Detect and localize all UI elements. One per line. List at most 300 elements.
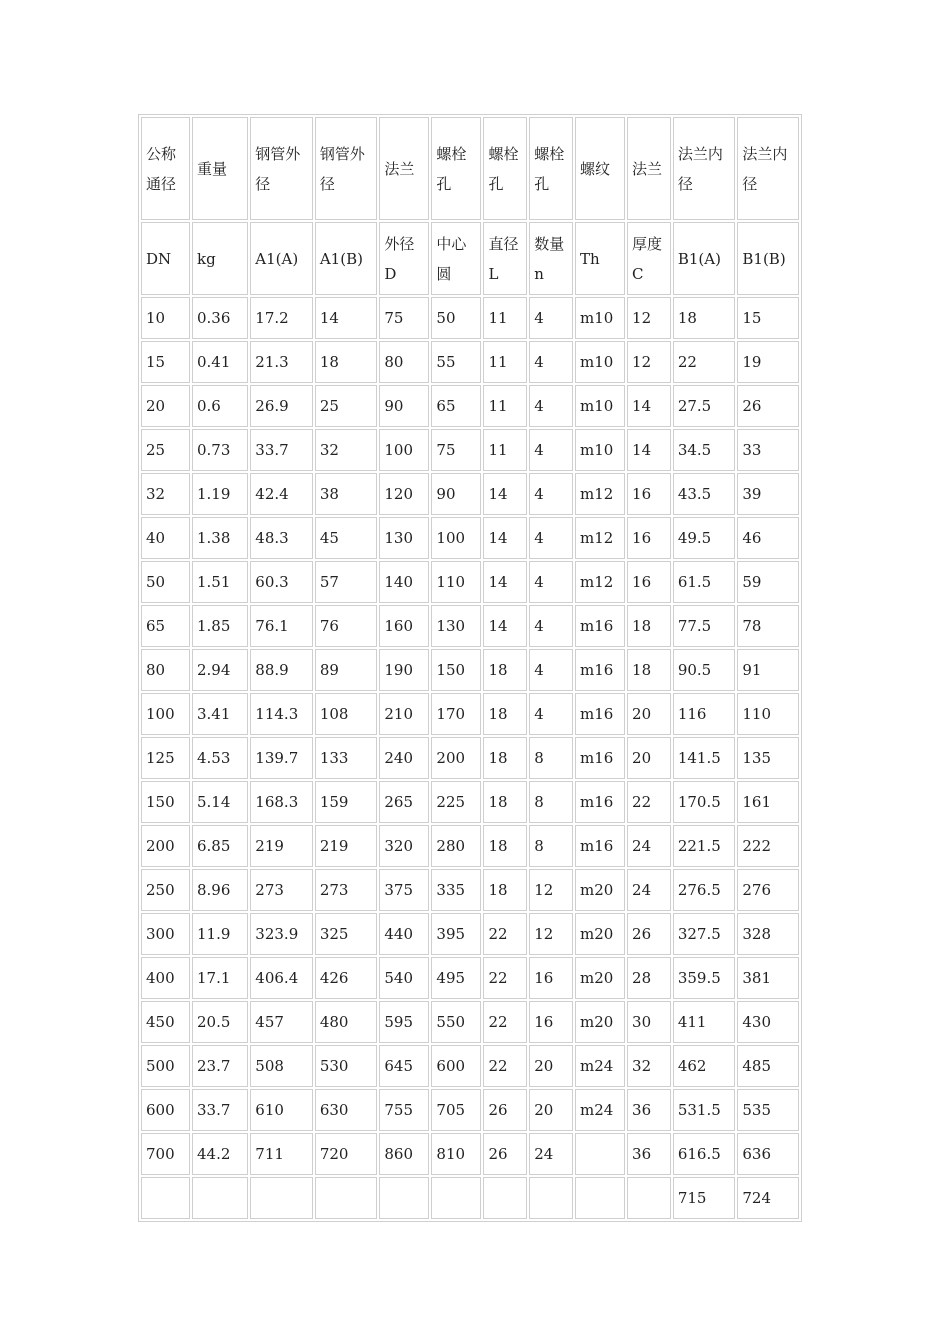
table-cell-weight: 17.1 [192, 957, 248, 999]
table-row [141, 737, 799, 779]
table-cell-flange-thickness: 16 [627, 561, 671, 603]
table-cell-pipe-od-b: 32 [315, 429, 378, 471]
table-row [141, 1177, 799, 1219]
table-cell-flange-id-a: 34.5 [673, 429, 736, 471]
table-cell-thread [575, 1177, 625, 1219]
table-cell-flange-od: 210 [379, 693, 429, 735]
table-row [141, 517, 799, 559]
header-cell-flange-id-b: B1(B) [737, 222, 799, 295]
table-cell-bolt-count: 4 [529, 605, 573, 647]
table-cell-nominal-diameter: 100 [141, 693, 190, 735]
table-row [141, 605, 799, 647]
table-cell-flange-id-b: 381 [737, 957, 799, 999]
flange-spec-table [138, 114, 802, 1222]
table-cell-bolt-circle: 395 [431, 913, 481, 955]
table-cell-weight: 1.19 [192, 473, 248, 515]
table-cell-bolt-hole-diameter: 11 [483, 429, 527, 471]
header-cell-nominal-diameter: DN [141, 222, 190, 295]
table-cell-flange-id-b: 328 [737, 913, 799, 955]
table-cell-bolt-count: 4 [529, 473, 573, 515]
header-cell-flange-id-b: 法兰内径 [737, 117, 799, 220]
table-cell-nominal-diameter: 600 [141, 1089, 190, 1131]
table-cell-nominal-diameter: 200 [141, 825, 190, 867]
table-cell-bolt-count: 12 [529, 913, 573, 955]
table-cell-pipe-od-b: 25 [315, 385, 378, 427]
table-cell-bolt-circle: 170 [431, 693, 481, 735]
header-cell-bolt-circle: 中心圆 [431, 222, 481, 295]
table-cell-bolt-circle: 55 [431, 341, 481, 383]
table-cell-nominal-diameter: 700 [141, 1133, 190, 1175]
table-cell-bolt-circle: 550 [431, 1001, 481, 1043]
table-cell-pipe-od-b [315, 1177, 378, 1219]
table-cell-weight: 6.85 [192, 825, 248, 867]
table-cell-thread: m12 [575, 561, 625, 603]
table-row [141, 1089, 799, 1131]
table-cell-pipe-od-b: 76 [315, 605, 378, 647]
table-cell-thread: m20 [575, 957, 625, 999]
table-cell-flange-id-b: 15 [737, 297, 799, 339]
table-cell-flange-id-a: 141.5 [673, 737, 736, 779]
header-cell-flange-thickness: 法兰 [627, 117, 671, 220]
table-cell-flange-id-b: 78 [737, 605, 799, 647]
table-cell-flange-od: 120 [379, 473, 429, 515]
table-row [141, 649, 799, 691]
table-cell-flange-thickness: 22 [627, 781, 671, 823]
table-cell-bolt-count: 4 [529, 517, 573, 559]
table-cell-bolt-hole-diameter: 18 [483, 825, 527, 867]
table-cell-nominal-diameter: 450 [141, 1001, 190, 1043]
table-cell-flange-id-b: 39 [737, 473, 799, 515]
table-cell-pipe-od-b: 45 [315, 517, 378, 559]
table-row [141, 385, 799, 427]
table-cell-thread: m16 [575, 737, 625, 779]
table-cell-flange-id-b: 59 [737, 561, 799, 603]
table-cell-pipe-od-b: 159 [315, 781, 378, 823]
table-cell-weight: 0.73 [192, 429, 248, 471]
table-cell-bolt-hole-diameter: 14 [483, 605, 527, 647]
table-cell-nominal-diameter: 400 [141, 957, 190, 999]
table-cell-nominal-diameter: 150 [141, 781, 190, 823]
table-cell-flange-thickness: 20 [627, 693, 671, 735]
table-cell-flange-thickness: 28 [627, 957, 671, 999]
table-cell-bolt-count: 4 [529, 429, 573, 471]
table-cell-pipe-od-a: 26.9 [250, 385, 313, 427]
table-cell-flange-od: 240 [379, 737, 429, 779]
table-cell-pipe-od-b: 133 [315, 737, 378, 779]
table-cell-pipe-od-a: 21.3 [250, 341, 313, 383]
table-cell-flange-thickness: 20 [627, 737, 671, 779]
table-cell-flange-od: 75 [379, 297, 429, 339]
table-cell-bolt-hole-diameter: 26 [483, 1133, 527, 1175]
table-cell-bolt-hole-diameter: 18 [483, 781, 527, 823]
table-cell-bolt-hole-diameter: 11 [483, 385, 527, 427]
table-cell-flange-od: 140 [379, 561, 429, 603]
table-cell-flange-id-b: 161 [737, 781, 799, 823]
table-cell-pipe-od-b: 89 [315, 649, 378, 691]
table-cell-weight: 1.38 [192, 517, 248, 559]
table-cell-pipe-od-a: 323.9 [250, 913, 313, 955]
table-cell-flange-thickness: 18 [627, 605, 671, 647]
table-cell-weight: 2.94 [192, 649, 248, 691]
table-cell-pipe-od-b: 108 [315, 693, 378, 735]
table-cell-pipe-od-a: 508 [250, 1045, 313, 1087]
table-cell-thread: m12 [575, 517, 625, 559]
header-cell-thread: Th [575, 222, 625, 295]
table-row [141, 561, 799, 603]
table-cell-flange-id-b: 636 [737, 1133, 799, 1175]
table-cell-flange-id-a: 276.5 [673, 869, 736, 911]
table-cell-pipe-od-a: 17.2 [250, 297, 313, 339]
table-cell-bolt-count: 4 [529, 693, 573, 735]
table-cell-bolt-hole-diameter: 22 [483, 957, 527, 999]
table-cell-bolt-circle: 100 [431, 517, 481, 559]
table-cell-flange-thickness: 30 [627, 1001, 671, 1043]
table-cell-pipe-od-a: 610 [250, 1089, 313, 1131]
table-cell-flange-id-b: 430 [737, 1001, 799, 1043]
table-cell-bolt-hole-diameter [483, 1177, 527, 1219]
table-cell-thread [575, 1133, 625, 1175]
table-cell-bolt-hole-diameter: 14 [483, 517, 527, 559]
table-cell-nominal-diameter: 20 [141, 385, 190, 427]
header-cell-flange-thickness: 厚度C [627, 222, 671, 295]
table-cell-bolt-hole-diameter: 22 [483, 913, 527, 955]
table-cell-weight: 20.5 [192, 1001, 248, 1043]
table-cell-pipe-od-a: 114.3 [250, 693, 313, 735]
table-cell-weight: 0.36 [192, 297, 248, 339]
table-row [141, 825, 799, 867]
table-cell-weight: 0.6 [192, 385, 248, 427]
table-cell-thread: m16 [575, 605, 625, 647]
table-cell-pipe-od-b: 530 [315, 1045, 378, 1087]
table-cell-thread: m24 [575, 1089, 625, 1131]
table-cell-bolt-hole-diameter: 18 [483, 737, 527, 779]
table-cell-flange-od: 645 [379, 1045, 429, 1087]
table-cell-flange-od: 540 [379, 957, 429, 999]
table-row [141, 297, 799, 339]
table-cell-pipe-od-b: 426 [315, 957, 378, 999]
table-row [141, 1045, 799, 1087]
table-cell-flange-od: 130 [379, 517, 429, 559]
table-cell-pipe-od-a: 42.4 [250, 473, 313, 515]
table-cell-flange-id-b: 135 [737, 737, 799, 779]
table-cell-flange-thickness: 36 [627, 1089, 671, 1131]
header-cell-nominal-diameter: 公称通径 [141, 117, 190, 220]
table-cell-thread: m10 [575, 297, 625, 339]
table-cell-bolt-hole-diameter: 18 [483, 869, 527, 911]
table-cell-bolt-count: 4 [529, 561, 573, 603]
table-cell-bolt-circle: 65 [431, 385, 481, 427]
table-cell-pipe-od-b: 480 [315, 1001, 378, 1043]
table-row [141, 957, 799, 999]
table-cell-bolt-count: 20 [529, 1089, 573, 1131]
table-cell-flange-id-a: 359.5 [673, 957, 736, 999]
table-cell-pipe-od-a: 60.3 [250, 561, 313, 603]
table-cell-thread: m24 [575, 1045, 625, 1087]
table-cell-bolt-count: 20 [529, 1045, 573, 1087]
table-cell-flange-id-b: 19 [737, 341, 799, 383]
table-cell-flange-id-a: 715 [673, 1177, 736, 1219]
table-row [141, 693, 799, 735]
table-cell-bolt-hole-diameter: 14 [483, 473, 527, 515]
table-cell-flange-id-b: 33 [737, 429, 799, 471]
header-cell-thread: 螺纹 [575, 117, 625, 220]
header-cell-weight: kg [192, 222, 248, 295]
table-cell-pipe-od-b: 630 [315, 1089, 378, 1131]
table-cell-flange-thickness [627, 1177, 671, 1219]
table-cell-flange-od: 860 [379, 1133, 429, 1175]
header-cell-pipe-od-a: A1(A) [250, 222, 313, 295]
table-cell-bolt-circle: 90 [431, 473, 481, 515]
table-cell-bolt-count: 8 [529, 781, 573, 823]
table-cell-bolt-hole-diameter: 26 [483, 1089, 527, 1131]
table-cell-nominal-diameter: 32 [141, 473, 190, 515]
table-cell-bolt-hole-diameter: 18 [483, 693, 527, 735]
table-cell-pipe-od-a: 139.7 [250, 737, 313, 779]
table-cell-bolt-circle: 495 [431, 957, 481, 999]
table-cell-flange-thickness: 12 [627, 341, 671, 383]
table-cell-flange-id-a: 170.5 [673, 781, 736, 823]
table-cell-weight: 11.9 [192, 913, 248, 955]
table-cell-bolt-circle: 75 [431, 429, 481, 471]
table-cell-weight: 1.85 [192, 605, 248, 647]
table-cell-bolt-circle: 200 [431, 737, 481, 779]
table-cell-weight: 8.96 [192, 869, 248, 911]
header-cell-flange-id-a: 法兰内径 [673, 117, 736, 220]
table-cell-nominal-diameter: 65 [141, 605, 190, 647]
table-cell-weight [192, 1177, 248, 1219]
table-cell-flange-thickness: 24 [627, 869, 671, 911]
table-cell-flange-thickness: 14 [627, 429, 671, 471]
table-cell-flange-od: 190 [379, 649, 429, 691]
table-cell-nominal-diameter: 80 [141, 649, 190, 691]
table-cell-flange-id-a: 616.5 [673, 1133, 736, 1175]
table-cell-bolt-hole-diameter: 11 [483, 341, 527, 383]
table-cell-thread: m16 [575, 781, 625, 823]
table-cell-nominal-diameter: 50 [141, 561, 190, 603]
header-cell-weight: 重量 [192, 117, 248, 220]
table-cell-thread: m12 [575, 473, 625, 515]
table-cell-bolt-hole-diameter: 22 [483, 1045, 527, 1087]
table-cell-bolt-count: 4 [529, 297, 573, 339]
table-cell-flange-thickness: 24 [627, 825, 671, 867]
table-cell-thread: m20 [575, 913, 625, 955]
table-cell-flange-od [379, 1177, 429, 1219]
table-cell-bolt-hole-diameter: 22 [483, 1001, 527, 1043]
header-cell-bolt-circle: 螺栓孔 [431, 117, 481, 220]
table-cell-pipe-od-b: 14 [315, 297, 378, 339]
table-cell-weight: 4.53 [192, 737, 248, 779]
table-cell-pipe-od-b: 57 [315, 561, 378, 603]
table-cell-pipe-od-a: 33.7 [250, 429, 313, 471]
table-cell-weight: 0.41 [192, 341, 248, 383]
table-cell-pipe-od-b: 219 [315, 825, 378, 867]
table-cell-flange-thickness: 16 [627, 517, 671, 559]
table-cell-pipe-od-a: 273 [250, 869, 313, 911]
table-cell-bolt-circle: 150 [431, 649, 481, 691]
table-cell-bolt-circle: 50 [431, 297, 481, 339]
table-cell-flange-id-a: 43.5 [673, 473, 736, 515]
table-cell-nominal-diameter: 500 [141, 1045, 190, 1087]
table-row [141, 473, 799, 515]
table-cell-flange-thickness: 16 [627, 473, 671, 515]
table-row [141, 869, 799, 911]
table-cell-flange-id-a: 90.5 [673, 649, 736, 691]
table-cell-flange-od: 160 [379, 605, 429, 647]
table-cell-flange-thickness: 36 [627, 1133, 671, 1175]
table-cell-pipe-od-b: 720 [315, 1133, 378, 1175]
table-cell-pipe-od-a: 48.3 [250, 517, 313, 559]
table-cell-bolt-circle: 280 [431, 825, 481, 867]
table-cell-bolt-circle: 110 [431, 561, 481, 603]
table-cell-nominal-diameter [141, 1177, 190, 1219]
header-cell-flange-od: 法兰 [379, 117, 429, 220]
table-cell-weight: 1.51 [192, 561, 248, 603]
table-cell-flange-thickness: 12 [627, 297, 671, 339]
table-cell-thread: m16 [575, 649, 625, 691]
table-cell-bolt-circle: 225 [431, 781, 481, 823]
header-cell-flange-od: 外径D [379, 222, 429, 295]
table-cell-nominal-diameter: 250 [141, 869, 190, 911]
table-row [141, 1133, 799, 1175]
table-cell-flange-id-b: 276 [737, 869, 799, 911]
table-cell-thread: m10 [575, 341, 625, 383]
header-cell-bolt-hole-diameter: 螺栓孔 [483, 117, 527, 220]
table-cell-flange-id-a: 27.5 [673, 385, 736, 427]
header-cell-bolt-count: 数量n [529, 222, 573, 295]
table-cell-flange-id-b: 91 [737, 649, 799, 691]
table-cell-flange-od: 375 [379, 869, 429, 911]
table-cell-flange-id-a: 18 [673, 297, 736, 339]
table-cell-pipe-od-a: 76.1 [250, 605, 313, 647]
table-cell-bolt-hole-diameter: 18 [483, 649, 527, 691]
table-cell-thread: m20 [575, 869, 625, 911]
table-cell-bolt-circle: 130 [431, 605, 481, 647]
table-cell-flange-thickness: 14 [627, 385, 671, 427]
table-cell-flange-id-a: 327.5 [673, 913, 736, 955]
table-row [141, 781, 799, 823]
table-cell-thread: m10 [575, 429, 625, 471]
table-cell-flange-od: 90 [379, 385, 429, 427]
table-cell-flange-id-b: 535 [737, 1089, 799, 1131]
table-cell-nominal-diameter: 25 [141, 429, 190, 471]
table-cell-bolt-count [529, 1177, 573, 1219]
table-cell-bolt-circle [431, 1177, 481, 1219]
table-cell-flange-id-b: 26 [737, 385, 799, 427]
table-row [141, 1001, 799, 1043]
table-cell-bolt-count: 24 [529, 1133, 573, 1175]
table-cell-pipe-od-b: 325 [315, 913, 378, 955]
table-cell-nominal-diameter: 300 [141, 913, 190, 955]
table-cell-flange-id-a: 411 [673, 1001, 736, 1043]
table-cell-flange-thickness: 32 [627, 1045, 671, 1087]
table-cell-weight: 3.41 [192, 693, 248, 735]
table-cell-flange-od: 80 [379, 341, 429, 383]
table-cell-flange-od: 100 [379, 429, 429, 471]
table-cell-thread: m16 [575, 825, 625, 867]
table-cell-pipe-od-a: 711 [250, 1133, 313, 1175]
table-cell-bolt-count: 16 [529, 957, 573, 999]
table-cell-flange-od: 320 [379, 825, 429, 867]
table-cell-flange-id-a: 531.5 [673, 1089, 736, 1131]
table-cell-flange-id-a: 77.5 [673, 605, 736, 647]
table-cell-bolt-count: 4 [529, 649, 573, 691]
table-cell-bolt-count: 4 [529, 385, 573, 427]
table-cell-weight: 33.7 [192, 1089, 248, 1131]
table-cell-bolt-circle: 810 [431, 1133, 481, 1175]
table-cell-flange-id-a: 462 [673, 1045, 736, 1087]
table-cell-flange-id-b: 222 [737, 825, 799, 867]
table-cell-flange-od: 595 [379, 1001, 429, 1043]
table-cell-bolt-circle: 600 [431, 1045, 481, 1087]
table-cell-bolt-count: 4 [529, 341, 573, 383]
table-cell-pipe-od-a: 406.4 [250, 957, 313, 999]
table-cell-weight: 23.7 [192, 1045, 248, 1087]
table-cell-flange-thickness: 18 [627, 649, 671, 691]
table-cell-bolt-count: 16 [529, 1001, 573, 1043]
header-row-names [141, 117, 799, 220]
table-cell-bolt-circle: 705 [431, 1089, 481, 1131]
header-cell-pipe-od-b: A1(B) [315, 222, 378, 295]
table-cell-flange-od: 440 [379, 913, 429, 955]
header-cell-bolt-count: 螺栓孔 [529, 117, 573, 220]
table-cell-weight: 5.14 [192, 781, 248, 823]
table-cell-bolt-count: 8 [529, 737, 573, 779]
table-row [141, 341, 799, 383]
table-row [141, 429, 799, 471]
table-cell-flange-id-b: 46 [737, 517, 799, 559]
table-cell-flange-od: 755 [379, 1089, 429, 1131]
table-cell-nominal-diameter: 15 [141, 341, 190, 383]
table-cell-flange-id-b: 110 [737, 693, 799, 735]
table-cell-bolt-hole-diameter: 11 [483, 297, 527, 339]
table-cell-pipe-od-a [250, 1177, 313, 1219]
table-cell-pipe-od-a: 168.3 [250, 781, 313, 823]
table-cell-flange-id-a: 49.5 [673, 517, 736, 559]
header-cell-pipe-od-a: 钢管外径 [250, 117, 313, 220]
table-cell-pipe-od-b: 273 [315, 869, 378, 911]
header-cell-flange-id-a: B1(A) [673, 222, 736, 295]
table-cell-thread: m20 [575, 1001, 625, 1043]
table-cell-nominal-diameter: 125 [141, 737, 190, 779]
table-cell-thread: m10 [575, 385, 625, 427]
table-cell-pipe-od-a: 219 [250, 825, 313, 867]
table-cell-bolt-hole-diameter: 14 [483, 561, 527, 603]
table-cell-nominal-diameter: 40 [141, 517, 190, 559]
table-cell-bolt-count: 12 [529, 869, 573, 911]
table-cell-pipe-od-b: 18 [315, 341, 378, 383]
table-cell-thread: m16 [575, 693, 625, 735]
table-cell-bolt-count: 8 [529, 825, 573, 867]
table-cell-nominal-diameter: 10 [141, 297, 190, 339]
table-cell-pipe-od-b: 38 [315, 473, 378, 515]
table-cell-flange-thickness: 26 [627, 913, 671, 955]
table-cell-flange-id-b: 485 [737, 1045, 799, 1087]
table-cell-flange-id-a: 61.5 [673, 561, 736, 603]
header-cell-pipe-od-b: 钢管外径 [315, 117, 378, 220]
table-cell-flange-id-a: 22 [673, 341, 736, 383]
table-cell-pipe-od-a: 88.9 [250, 649, 313, 691]
table-cell-weight: 44.2 [192, 1133, 248, 1175]
table-cell-flange-id-a: 116 [673, 693, 736, 735]
table-cell-flange-od: 265 [379, 781, 429, 823]
table-cell-pipe-od-a: 457 [250, 1001, 313, 1043]
header-row-symbols [141, 222, 799, 295]
header-cell-bolt-hole-diameter: 直径L [483, 222, 527, 295]
table-cell-flange-id-a: 221.5 [673, 825, 736, 867]
table-cell-bolt-circle: 335 [431, 869, 481, 911]
table-row [141, 913, 799, 955]
table-cell-flange-id-b: 724 [737, 1177, 799, 1219]
